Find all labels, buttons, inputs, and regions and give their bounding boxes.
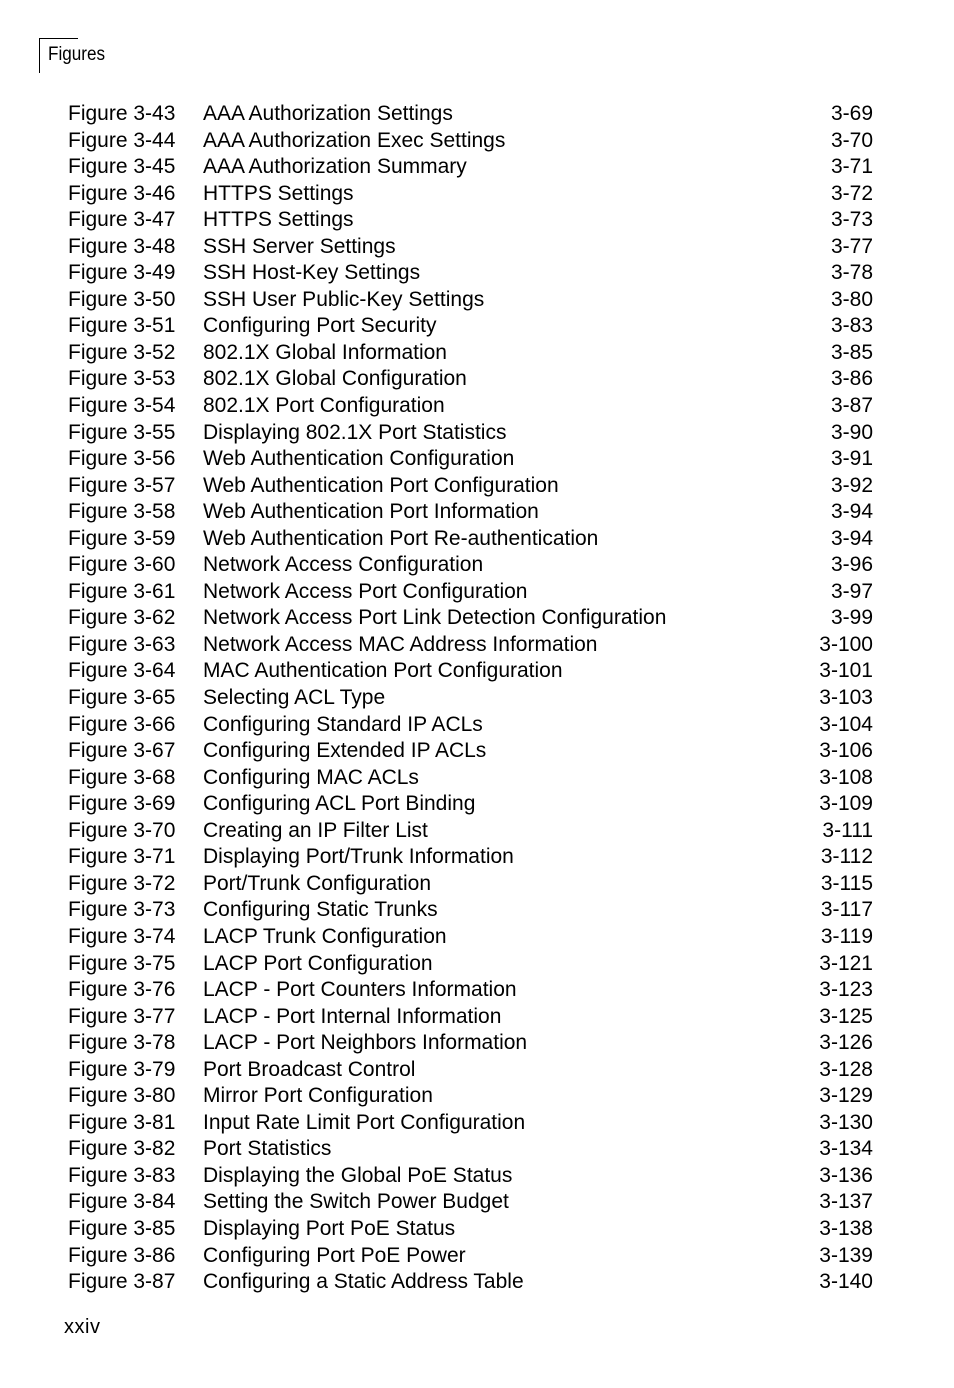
figure-title: Configuring MAC ACLs (203, 765, 419, 789)
list-item (0, 207, 954, 234)
figure-number: Figure 3-64 (68, 659, 176, 683)
figure-number: Figure 3-66 (68, 712, 176, 736)
figure-page: 3-112 (820, 845, 873, 869)
list-item (0, 128, 954, 155)
figure-number: Figure 3-76 (68, 978, 176, 1002)
figure-title: MAC Authentication Port Configuration (203, 659, 563, 683)
list-item (0, 340, 954, 367)
figure-page: 3-99 (830, 606, 873, 630)
page-number: xxiv (64, 1316, 101, 1338)
figure-number: Figure 3-55 (68, 420, 176, 444)
figure-title: Web Authentication Port Re-authentication (203, 526, 599, 550)
figure-number: Figure 3-49 (68, 261, 176, 285)
figure-title: Network Access Port Link Detection Configuration (203, 606, 667, 630)
figure-title: Web Authentication Configuration (203, 447, 515, 471)
list-item (0, 1243, 954, 1270)
list-item (0, 1216, 954, 1243)
figure-number: Figure 3-62 (68, 606, 176, 630)
list-item (0, 1163, 954, 1190)
figure-number: Figure 3-77 (68, 1004, 176, 1028)
figure-number: Figure 3-56 (68, 447, 176, 471)
figure-number: Figure 3-79 (68, 1057, 176, 1081)
figure-number: Figure 3-78 (68, 1031, 176, 1055)
figure-number: Figure 3-51 (68, 314, 176, 338)
figure-number: Figure 3-85 (68, 1216, 176, 1240)
figure-title: SSH Host-Key Settings (203, 261, 421, 285)
figure-number: Figure 3-43 (68, 102, 176, 125)
figure-number: Figure 3-58 (68, 500, 176, 524)
figure-title: AAA Authorization Summary (203, 155, 467, 179)
figure-page: 3-104 (819, 712, 873, 736)
figure-title: Configuring Standard IP ACLs (203, 712, 483, 736)
figure-page: 3-85 (830, 340, 873, 364)
figure-page: 3-97 (830, 579, 873, 603)
figure-title: Configuring Port Security (203, 314, 437, 338)
list-item (0, 526, 954, 553)
figure-page: 3-69 (830, 102, 873, 125)
figure-page: 3-92 (830, 473, 873, 497)
list-item (0, 234, 954, 261)
figure-title: Network Access MAC Address Information (203, 632, 598, 656)
figure-title: 802.1X Global Information (203, 340, 447, 364)
figure-title: Setting the Switch Power Budget (203, 1190, 509, 1214)
figure-page: 3-77 (830, 234, 873, 258)
figure-number: Figure 3-50 (68, 287, 176, 311)
figure-title: Displaying Port PoE Status (203, 1216, 456, 1240)
figure-page: 3-139 (819, 1243, 873, 1267)
list-item (0, 1269, 954, 1296)
list-item (0, 1136, 954, 1163)
list-item (0, 552, 954, 579)
figure-page: 3-109 (819, 792, 873, 816)
figure-number: Figure 3-60 (68, 553, 176, 577)
figure-number: Figure 3-87 (68, 1270, 176, 1294)
list-item (0, 1083, 954, 1110)
figure-page: 3-140 (819, 1270, 873, 1294)
list-item (0, 446, 954, 473)
figure-number: Figure 3-84 (68, 1190, 176, 1214)
figure-page: 3-136 (819, 1163, 873, 1187)
figure-number: Figure 3-53 (68, 367, 176, 391)
figure-page: 3-128 (819, 1057, 873, 1081)
figure-title: Configuring ACL Port Binding (203, 792, 476, 816)
list-item (0, 738, 954, 765)
figure-page: 3-121 (819, 951, 873, 975)
figure-page: 3-91 (830, 447, 873, 471)
list-item (0, 712, 954, 739)
figure-title: Displaying Port/Trunk Information (203, 845, 514, 869)
figure-title: SSH User Public-Key Settings (203, 287, 485, 311)
figure-number: Figure 3-83 (68, 1163, 176, 1187)
figure-page: 3-96 (830, 553, 873, 577)
figure-title: Displaying the Global PoE Status (203, 1163, 513, 1187)
figure-number: Figure 3-82 (68, 1137, 176, 1161)
figure-page: 3-134 (819, 1137, 873, 1161)
list-item (0, 154, 954, 181)
figure-number: Figure 3-67 (68, 739, 176, 763)
figure-page: 3-94 (830, 500, 873, 524)
figure-title: Network Access Port Configuration (203, 579, 528, 603)
figure-title: 802.1X Port Configuration (203, 394, 445, 418)
figure-number: Figure 3-73 (68, 898, 176, 922)
figure-number: Figure 3-70 (68, 818, 176, 842)
list-item (0, 658, 954, 685)
figure-number: Figure 3-46 (68, 181, 176, 205)
figure-number: Figure 3-57 (68, 473, 176, 497)
figure-page: 3-108 (819, 765, 873, 789)
figure-page: 3-86 (830, 367, 873, 391)
list-item (0, 765, 954, 792)
list-item (0, 951, 954, 978)
figure-number: Figure 3-52 (68, 340, 176, 364)
list-item (0, 499, 954, 526)
figure-page: 3-80 (830, 287, 873, 311)
figure-number: Figure 3-63 (68, 632, 176, 656)
list-item (0, 473, 954, 500)
figure-title: Port/Trunk Configuration (203, 871, 431, 895)
list-item (0, 818, 954, 845)
figure-title: AAA Authorization Settings (203, 102, 453, 125)
figure-page: 3-106 (819, 739, 873, 763)
list-item (0, 1189, 954, 1216)
figure-page: 3-117 (820, 898, 873, 922)
list-item (0, 366, 954, 393)
figure-page: 3-130 (819, 1110, 873, 1134)
figure-page: 3-103 (819, 686, 873, 710)
figure-number: Figure 3-72 (68, 871, 176, 895)
list-item (0, 977, 954, 1004)
figure-title: Port Statistics (203, 1137, 332, 1161)
figure-title: HTTPS Settings (203, 181, 354, 205)
figure-page: 3-83 (830, 314, 873, 338)
list-item (0, 844, 954, 871)
figure-page: 3-119 (820, 924, 873, 948)
list-item (0, 791, 954, 818)
figure-number: Figure 3-80 (68, 1084, 176, 1108)
list-item (0, 871, 954, 898)
running-header: Figures (48, 44, 106, 65)
figure-title: Selecting ACL Type (203, 686, 386, 710)
figure-page: 3-70 (830, 128, 873, 152)
list-item (0, 924, 954, 951)
list-item (0, 685, 954, 712)
figure-page: 3-111 (822, 818, 873, 842)
figure-number: Figure 3-86 (68, 1243, 176, 1267)
figure-number: Figure 3-61 (68, 579, 176, 603)
figure-title: Configuring Port PoE Power (203, 1243, 466, 1267)
figure-page: 3-72 (830, 181, 873, 205)
list-item (0, 313, 954, 340)
figure-title: SSH Server Settings (203, 234, 396, 258)
figure-page: 3-129 (819, 1084, 873, 1108)
figure-page: 3-138 (819, 1216, 873, 1240)
figure-page: 3-125 (819, 1004, 873, 1028)
figure-page: 3-100 (819, 632, 873, 656)
figure-number: Figure 3-48 (68, 234, 176, 258)
list-item (0, 1057, 954, 1084)
figure-number: Figure 3-68 (68, 765, 176, 789)
list-item (0, 605, 954, 632)
figure-number: Figure 3-65 (68, 686, 176, 710)
figure-page: 3-87 (830, 394, 873, 418)
list-item (0, 897, 954, 924)
list-item (0, 632, 954, 659)
figure-list (0, 101, 954, 1296)
figure-page: 3-78 (830, 261, 873, 285)
figure-title: Displaying 802.1X Port Statistics (203, 420, 507, 444)
figure-title: LACP - Port Counters Information (203, 978, 517, 1002)
figure-number: Figure 3-75 (68, 951, 176, 975)
figure-number: Figure 3-69 (68, 792, 176, 816)
figure-page: 3-137 (819, 1190, 873, 1214)
figure-number: Figure 3-71 (68, 845, 176, 869)
figure-number: Figure 3-45 (68, 155, 176, 179)
figure-number: Figure 3-81 (68, 1110, 176, 1134)
list-item (0, 260, 954, 287)
figure-number: Figure 3-44 (68, 128, 176, 152)
figure-page: 3-123 (819, 978, 873, 1002)
list-item (0, 1004, 954, 1031)
figure-title: Configuring a Static Address Table (203, 1270, 524, 1294)
figure-page: 3-71 (830, 155, 873, 179)
figure-title: Input Rate Limit Port Configuration (203, 1110, 526, 1134)
figure-title: Mirror Port Configuration (203, 1084, 433, 1108)
figure-page: 3-126 (819, 1031, 873, 1055)
list-item (0, 101, 954, 128)
figure-title: LACP - Port Internal Information (203, 1004, 502, 1028)
figure-page: 3-101 (819, 659, 873, 683)
list-item (0, 1030, 954, 1057)
figure-page: 3-73 (830, 208, 873, 232)
list-item (0, 579, 954, 606)
figure-title: Configuring Static Trunks (203, 898, 438, 922)
figure-title: HTTPS Settings (203, 208, 354, 232)
figure-title: Port Broadcast Control (203, 1057, 416, 1081)
figure-title: Creating an IP Filter List (203, 818, 428, 842)
list-item (0, 181, 954, 208)
figure-title: Configuring Extended IP ACLs (203, 739, 487, 763)
figure-number: Figure 3-54 (68, 394, 176, 418)
list-item (0, 1110, 954, 1137)
figure-title: AAA Authorization Exec Settings (203, 128, 506, 152)
figure-number: Figure 3-47 (68, 208, 176, 232)
figure-title: LACP - Port Neighbors Information (203, 1031, 528, 1055)
figure-title: Network Access Configuration (203, 553, 484, 577)
figure-title: LACP Trunk Configuration (203, 924, 447, 948)
figure-page: 3-115 (820, 871, 873, 895)
list-item (0, 287, 954, 314)
figure-title: LACP Port Configuration (203, 951, 433, 975)
figure-title: 802.1X Global Configuration (203, 367, 467, 391)
figure-number: Figure 3-59 (68, 526, 176, 550)
figure-title: Web Authentication Port Configuration (203, 473, 559, 497)
figure-title: Web Authentication Port Information (203, 500, 539, 524)
figure-page: 3-90 (830, 420, 873, 444)
figure-page: 3-94 (830, 526, 873, 550)
figure-number: Figure 3-74 (68, 924, 176, 948)
list-item (0, 393, 954, 420)
list-item (0, 420, 954, 447)
